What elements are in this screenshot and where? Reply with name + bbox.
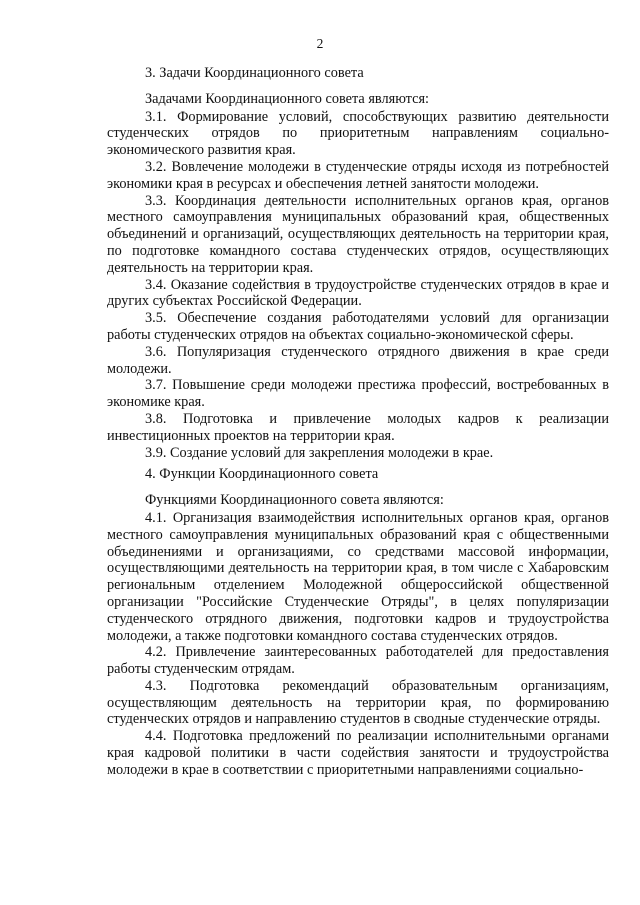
section-3-item: 3.8. Подготовка и привлечение молодых кадров к реализации инвестиционных проектов на территории края. xyxy=(107,410,609,444)
section-4-item: 4.3. Подготовка рекомендаций образовательным организациям, осуществляющим деятельность на территории края, по формированию студенческих отрядов и направлению студентов в сводные студенческие отряды. xyxy=(107,677,609,728)
section-3-item: 3.6. Популяризация студенческого отрядного движения в крае среди молодежи. xyxy=(107,343,609,377)
document-body xyxy=(107,60,609,779)
section-3-intro: Задачами Координационного совета являются: xyxy=(145,90,430,107)
section-3-item: 3.2. Вовлечение молодежи в студенческие отряды исходя из потребностей экономики края в ресурсах и обеспечения летней занятости молодежи. xyxy=(107,158,609,192)
section-3-item: 3.9. Создание условий для закрепления молодежи в крае. xyxy=(145,444,494,461)
section-3-heading: 3. Задачи Координационного совета xyxy=(145,65,364,81)
section-3-item: 3.7. Повышение среди молодежи престижа профессий, востребованных в экономике края. xyxy=(107,377,609,411)
section-4-item: 4.2. Привлечение заинтересованных работодателей для предоставления работы студенческим отрядам. xyxy=(107,644,609,678)
section-3-item: 3.1. Формирование условий, способствующих развитию деятельности студенческих отрядов по приоритетным направлениям социально-экономического развития края. xyxy=(107,108,609,159)
section-3-item: 3.3. Координация деятельности исполнительных органов края, органов местного самоуправления муниципальных образований края, общественных объединений и организаций, осуществляющих деятельность на территории края, по подготовке командного состава студенческих отрядов, осуществляющих деятельность на территории края. xyxy=(107,192,609,276)
section-3-item: 3.4. Оказание содействия в трудоустройстве студенческих отрядов в крае и других субъектах Российской Федерации. xyxy=(107,276,609,310)
section-4-intro: Функциями Координационного совета являются: xyxy=(145,492,444,509)
section-4-item: 4.4. Подготовка предложений по реализации исполнительными органами края кадровой политики в части содействия занятости и трудоустройства молодежи в крае в соответствии с приоритетными направлениями социально- xyxy=(107,728,609,778)
section-3-item: 3.5. Обеспечение создания работодателями условий для организации работы студенческих отрядов на объектах социально-экономической сферы. xyxy=(107,310,609,343)
section-4-item: 4.1. Организация взаимодействия исполнительных органов края, органов местного самоуправления муниципальных образований края с общественными объединениями и организациями, со средствами массовой информации, осуществляющими деятельность на территории края, в том числе с Хабаровским региональным отделением Молодежной общероссийской общественной организации "Российские Студенческие Отряды", в целях популяризации студенческого отрядного движения, подготовки кадров и трудоустройства молодежи, а также подготовки командного состава студенческих отрядов. xyxy=(107,509,609,644)
section-4-heading: 4. Функции Координационного совета xyxy=(145,466,379,483)
page-number: 2 xyxy=(316,36,324,51)
